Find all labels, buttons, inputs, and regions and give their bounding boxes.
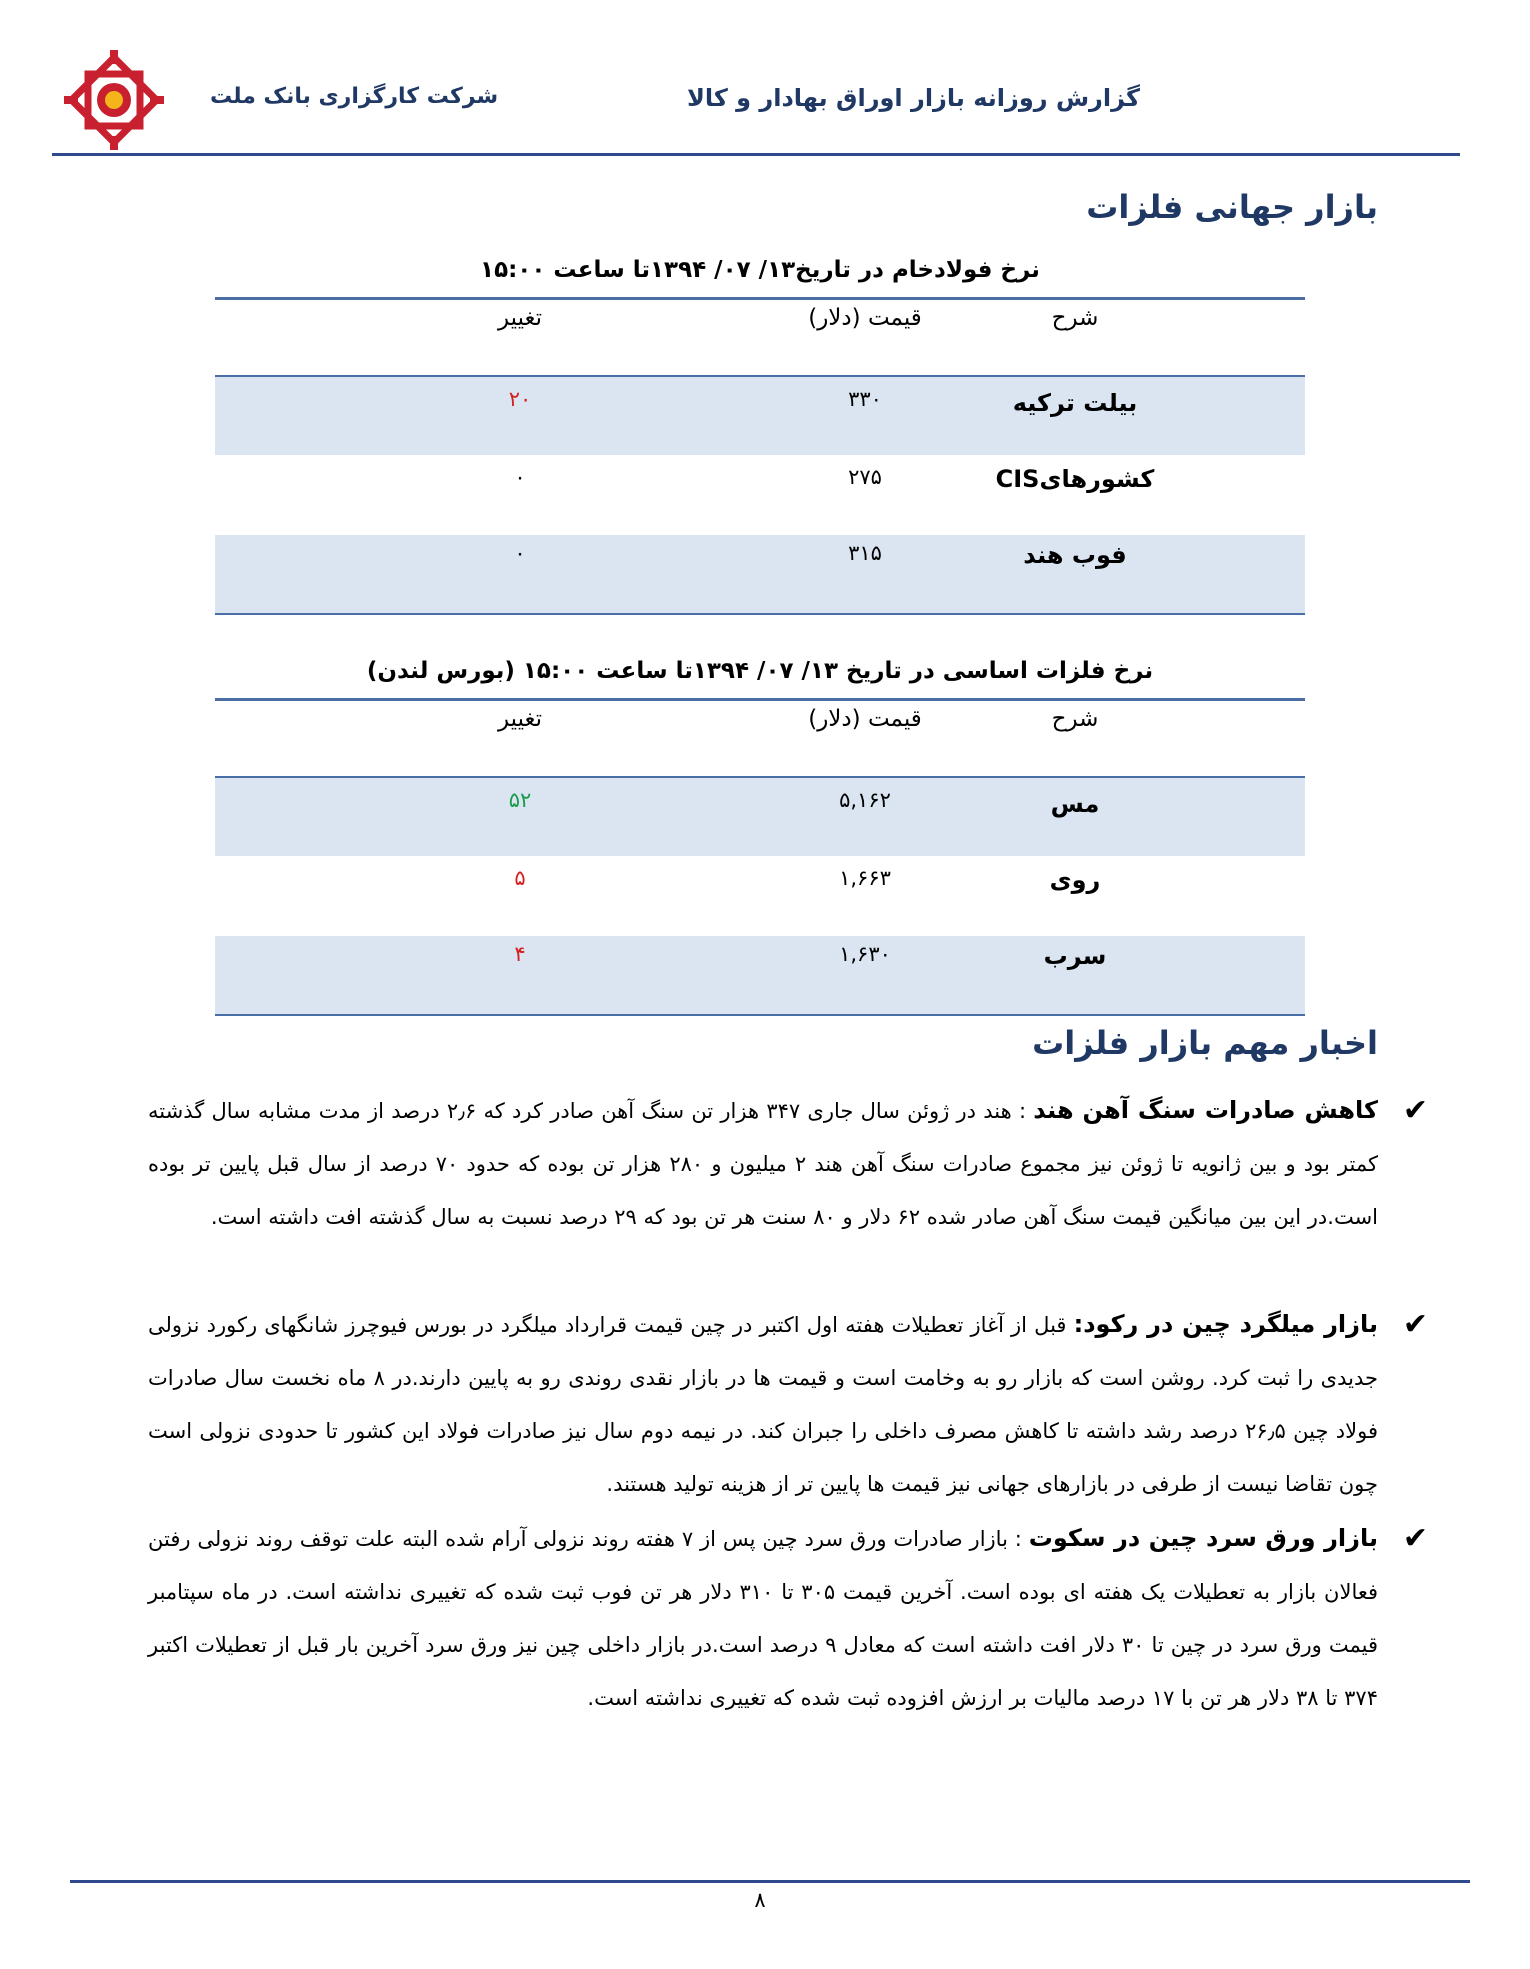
row-change: ۲۰ [508, 387, 532, 411]
news-item-body: قبل از آغاز تعطیلات هفته اول اکتبر در چین قیمت قرارداد میلگرد در بورس فیوچرز شانگهای رکورد نزولی جدیدی را ثبت کرد. روشن است که بازار رو به وخامت است و قیمت ها در بازار نقدی روندی رو به پایین دارند.در ۸ ماه نخست سال صادرات فولاد چین ۲۶٫۵ درصد رشد داشته تا کاهش مصرف داخلی را جبران کند. در نیمه دوم سال نیز صادرات فولاد این کشور تا حدودی نزولی است چون تقاضا نیست از طرفی در بازارهای جهانی نیز قیمت ها پایین تر از هزینه تولید هستند. [148, 1313, 1378, 1496]
row-price: ۵,۱۶۲ [839, 788, 891, 812]
steel-table-caption: نرخ فولادخام در تاریخ۱۳/ ۰۷/ ۱۳۹۴تا ساعت ۱۵:۰۰ [480, 257, 1040, 283]
row-change: ۰ [514, 541, 526, 565]
metals-table-caption: نرخ فلزات اساسی در تاریخ ۱۳/ ۰۷/ ۱۳۹۴تا ساعت ۱۵:۰۰ (بورس لندن) [366, 658, 1154, 684]
row-price: ۱,۶۳۰ [839, 942, 891, 966]
page-number: ۸ [754, 1888, 766, 1912]
row-name: فوب هند [1023, 541, 1127, 569]
news-item [148, 1084, 1428, 1244]
news-item-title: کاهش صادرات سنگ آهن هند [1033, 1096, 1378, 1124]
row-price: ۳۱۵ [848, 541, 882, 565]
col-header-change: تغییر [497, 305, 543, 331]
check-icon: ✔ [1402, 1307, 1428, 1342]
row-name: بیلت ترکیه [1012, 389, 1138, 417]
row-change: ۴ [514, 942, 526, 966]
row-change: ۰ [514, 465, 526, 489]
report-title: گزارش روزانه بازار اوراق بهادار و کالا [686, 84, 1140, 112]
row-change: ۵ [514, 866, 526, 890]
col-header-price: قیمت (دلار) [808, 305, 922, 331]
row-price: ۲۷۵ [848, 465, 882, 489]
header-divider [52, 153, 1460, 156]
col-header-change: تغییر [497, 706, 543, 732]
news-item-title: بازار میلگرد چین در رکود: [1073, 1310, 1378, 1338]
check-icon: ✔ [1402, 1521, 1428, 1556]
row-name: مس [1050, 790, 1100, 818]
col-header-price: قیمت (دلار) [808, 706, 922, 732]
steel-table [215, 297, 1305, 617]
row-name: سرب [1043, 942, 1107, 970]
row-name: روی [1049, 866, 1101, 894]
check-icon: ✔ [1402, 1093, 1428, 1128]
row-price: ۱,۶۶۳ [839, 866, 891, 890]
row-name: کشورهایCIS [995, 465, 1155, 493]
news-item [148, 1298, 1428, 1511]
news-item-title: بازار ورق سرد چین در سکوت [1028, 1524, 1378, 1552]
section-title: بازار جهانی فلزات [1086, 188, 1378, 226]
footer-divider [70, 1880, 1470, 1883]
news-section-title: اخبار مهم بازار فلزات [1032, 1024, 1378, 1062]
col-header-desc: شرح [1051, 305, 1099, 331]
news-item-sep: : [1011, 1099, 1034, 1123]
bank-mellat-logo [62, 48, 166, 152]
news-item-body: هند در ژوئن سال جاری ۳۴۷ هزار تن سنگ آهن صادر کرد که ۲٫۶ درصد از مدت مشابه سال گذشته کمتر بود و بین ژانویه تا ژوئن نیز مجموع صادرات سنگ آهن هند ۲ میلیون و ۲۸۰ هزار تن بوده که حدود ۷۰ درصد از سال قبل پایین تر بوده است.در این بین میانگین قیمت سنگ آهن صادر شده ۶۲ دلار و ۸۰ سنت هر تن بود که ۲۹ درصد نسبت به سال گذشته افت داشته است. [148, 1099, 1378, 1229]
news-item-sep: : [1007, 1527, 1029, 1551]
news-item [148, 1512, 1428, 1725]
company-name: شرکت کارگزاری بانک ملت [210, 84, 499, 109]
metals-table [215, 698, 1305, 1018]
row-price: ۳۳۰ [848, 387, 882, 411]
news-item-sep [1066, 1313, 1073, 1337]
col-header-desc: شرح [1051, 706, 1099, 732]
row-change: ۵۲ [508, 788, 532, 812]
news-item-body: بازار صادرات ورق سرد چین پس از ۷ هفته روند نزولی آرام شده البته علت توقف روند نزولی رفتن فعالان بازار به تعطیلات یک هفته ای بوده است. آخرین قیمت ۳۰۵ تا ۳۱۰ دلار هر تن فوب ثبت شده که تغییری نداشته است. در ماه سپتامبر قیمت ورق سرد در چین تا ۳۰ دلار افت داشته است که معادل ۹ درصد است.در بازار داخلی چین نیز ورق سرد آخرین بار قبل از تعطیلات اکتبر ۳۷۴ تا ۳۸ دلار هر تن با ۱۷ درصد مالیات بر ارزش افزوده ثبت شده که تغییری نداشته است. [148, 1527, 1379, 1710]
